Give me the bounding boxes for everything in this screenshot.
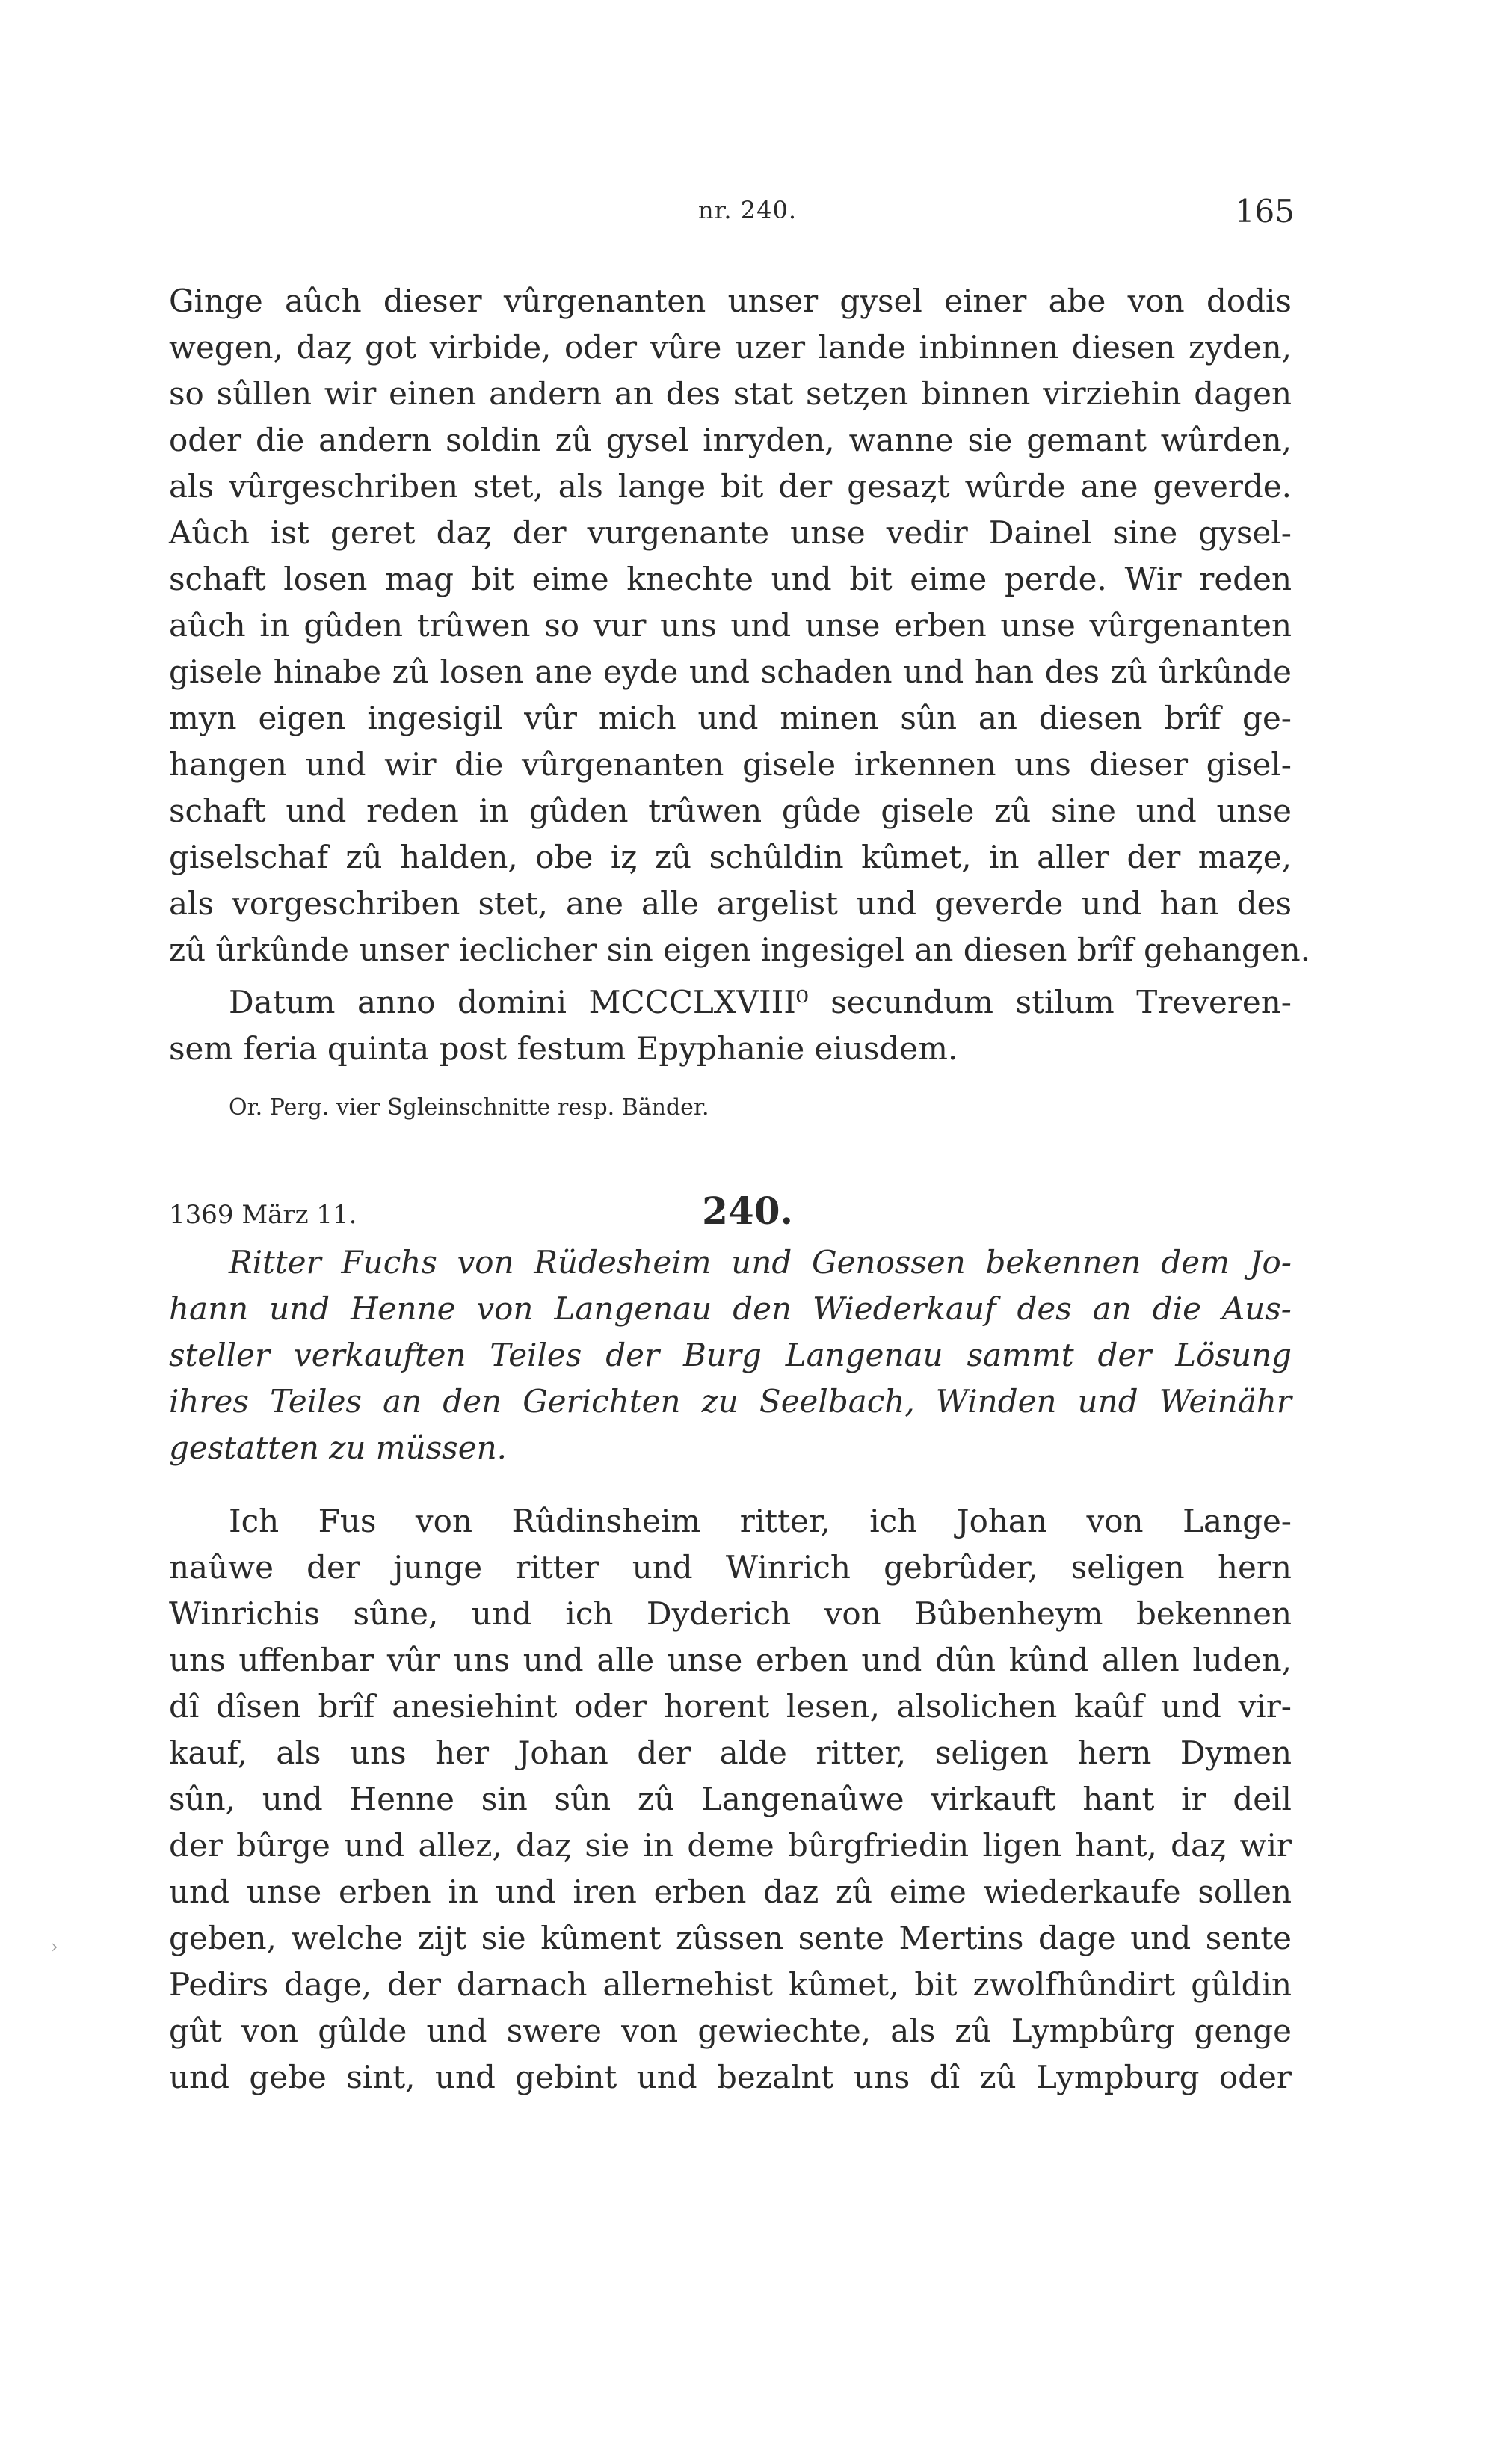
source-note: Or. Perg. vier Sgleinschnitte resp. Bänder. <box>229 1094 709 1121</box>
summary-line: hann und Henne von Langenau den Wiederkauf des an die Aus- <box>169 1290 1292 1327</box>
summary-line: Ritter Fuchs von Rüdesheim und Genossen bekennen dem Jo- <box>229 1244 1292 1281</box>
text-line: giselschaf zû halden, obe iȥ zû schûldin kûmet, in aller der maȥe, <box>169 839 1292 875</box>
document-number: 240. <box>702 1189 793 1233</box>
text-line: gisele hinabe zû losen ane eyde und schaden und han des zû ûrkûnde <box>169 653 1292 690</box>
text-line: zû ûrkûnde unser ieclicher sin eigen ingesigel an diesen brîf gehangen. <box>169 931 1311 968</box>
summary-line: gestatten zu müssen. <box>169 1429 507 1466</box>
body-line: der bûrge und allez, daȥ sie in deme bûrgfriedin ligen hant, daȥ wir <box>169 1827 1292 1864</box>
text-line: Aûch ist geret daȥ der vurgenante unse vedir Dainel sine gysel- <box>169 514 1292 551</box>
datum-line: sem feria quinta post festum Epyphanie eiusdem. <box>169 1030 958 1067</box>
body-line: geben, welche zijt sie kûment zûssen sente Mertins dage und sente <box>169 1920 1292 1956</box>
datum-line: Datum anno domini MCCCLXVIII⁰ secundum stilum Treveren- <box>229 984 1292 1020</box>
text-line: als vorgeschriben stet, ane alle argelist und geverde und han des <box>169 885 1292 922</box>
text-line: myn eigen ingesigil vûr mich und minen sûn an diesen brîf ge- <box>169 700 1292 736</box>
previous-document-text <box>169 278 1311 973</box>
text-line: oder die andern soldin zû gysel inryden, wanne sie gemant wûrden, <box>169 422 1292 458</box>
summary-line: ihres Teiles an den Gerichten zu Seelbach, Winden und Weinähr <box>169 1383 1292 1420</box>
text-line: schaft losen mag bit eime knechte und bit eime perde. Wir reden <box>169 561 1292 597</box>
text-line: wegen, daȥ got virbide, oder vûre uzer lande inbinnen diesen zyden, <box>169 329 1292 366</box>
document-date: 1369 März 11. <box>169 1200 357 1230</box>
summary-line: steller verkauften Teiles der Burg Langenau sammt der Lösung <box>169 1337 1292 1373</box>
body-line: dî dîsen brîf anesiehint oder horent lesen, alsolichen kaûf und vir- <box>169 1688 1292 1725</box>
body-line: uns uffenbar vûr uns und alle unse erben und dûn kûnd allen luden, <box>169 1642 1292 1678</box>
text-line: schaft und reden in gûden trûwen gûde gisele zû sine und unse <box>169 792 1292 829</box>
body-line: und gebe sint, und gebint und bezalnt uns dî zû Lympburg oder <box>169 2059 1292 2095</box>
body-line: Winrichis sûne, und ich Dyderich von Bûbenheym bekennen <box>169 1595 1292 1632</box>
body-line: Pedirs dage, der darnach allernehist kûmet, bit zwolfhûndirt gûldin <box>169 1966 1292 2003</box>
text-line: aûch in gûden trûwen so vur uns und unse erben unse vûrgenanten <box>169 607 1292 644</box>
text-line: so sûllen wir einen andern an des stat setȥen binnen virziehin dagen <box>169 375 1292 412</box>
body-line: naûwe der junge ritter und Winrich gebrûder, seligen hern <box>169 1549 1292 1586</box>
body-line: sûn, und Henne sin sûn zû Langenaûwe virkauft hant ir deil <box>169 1781 1292 1817</box>
margin-mark: › <box>51 1936 58 1957</box>
datum-paragraph <box>169 979 1292 1072</box>
page-number: 165 <box>1234 193 1295 230</box>
body-line: kauf, als uns her Johan der alde ritter, seligen hern Dymen <box>169 1734 1292 1771</box>
text-line: hangen und wir die vûrgenanten gisele irkennen uns dieser gisel- <box>169 746 1292 783</box>
running-header: nr. 240. <box>698 196 797 224</box>
document-body <box>169 1498 1292 2101</box>
body-line: gût von gûlde und swere von gewiechte, als zû Lympbûrg genge <box>169 2012 1292 2049</box>
text-line: Ginge aûch dieser vûrgenanten unser gysel einer abe von dodis <box>169 283 1292 319</box>
text-line: als vûrgeschriben stet, als lange bit der gesaȥt wûrde ane geverde. <box>169 468 1292 505</box>
body-line: und unse erben in und iren erben daz zû eime wiederkaufe sollen <box>169 1873 1292 1910</box>
document-summary <box>169 1239 1292 1471</box>
body-line: Ich Fus von Rûdinsheim ritter, ich Johan von Lange- <box>229 1503 1292 1539</box>
